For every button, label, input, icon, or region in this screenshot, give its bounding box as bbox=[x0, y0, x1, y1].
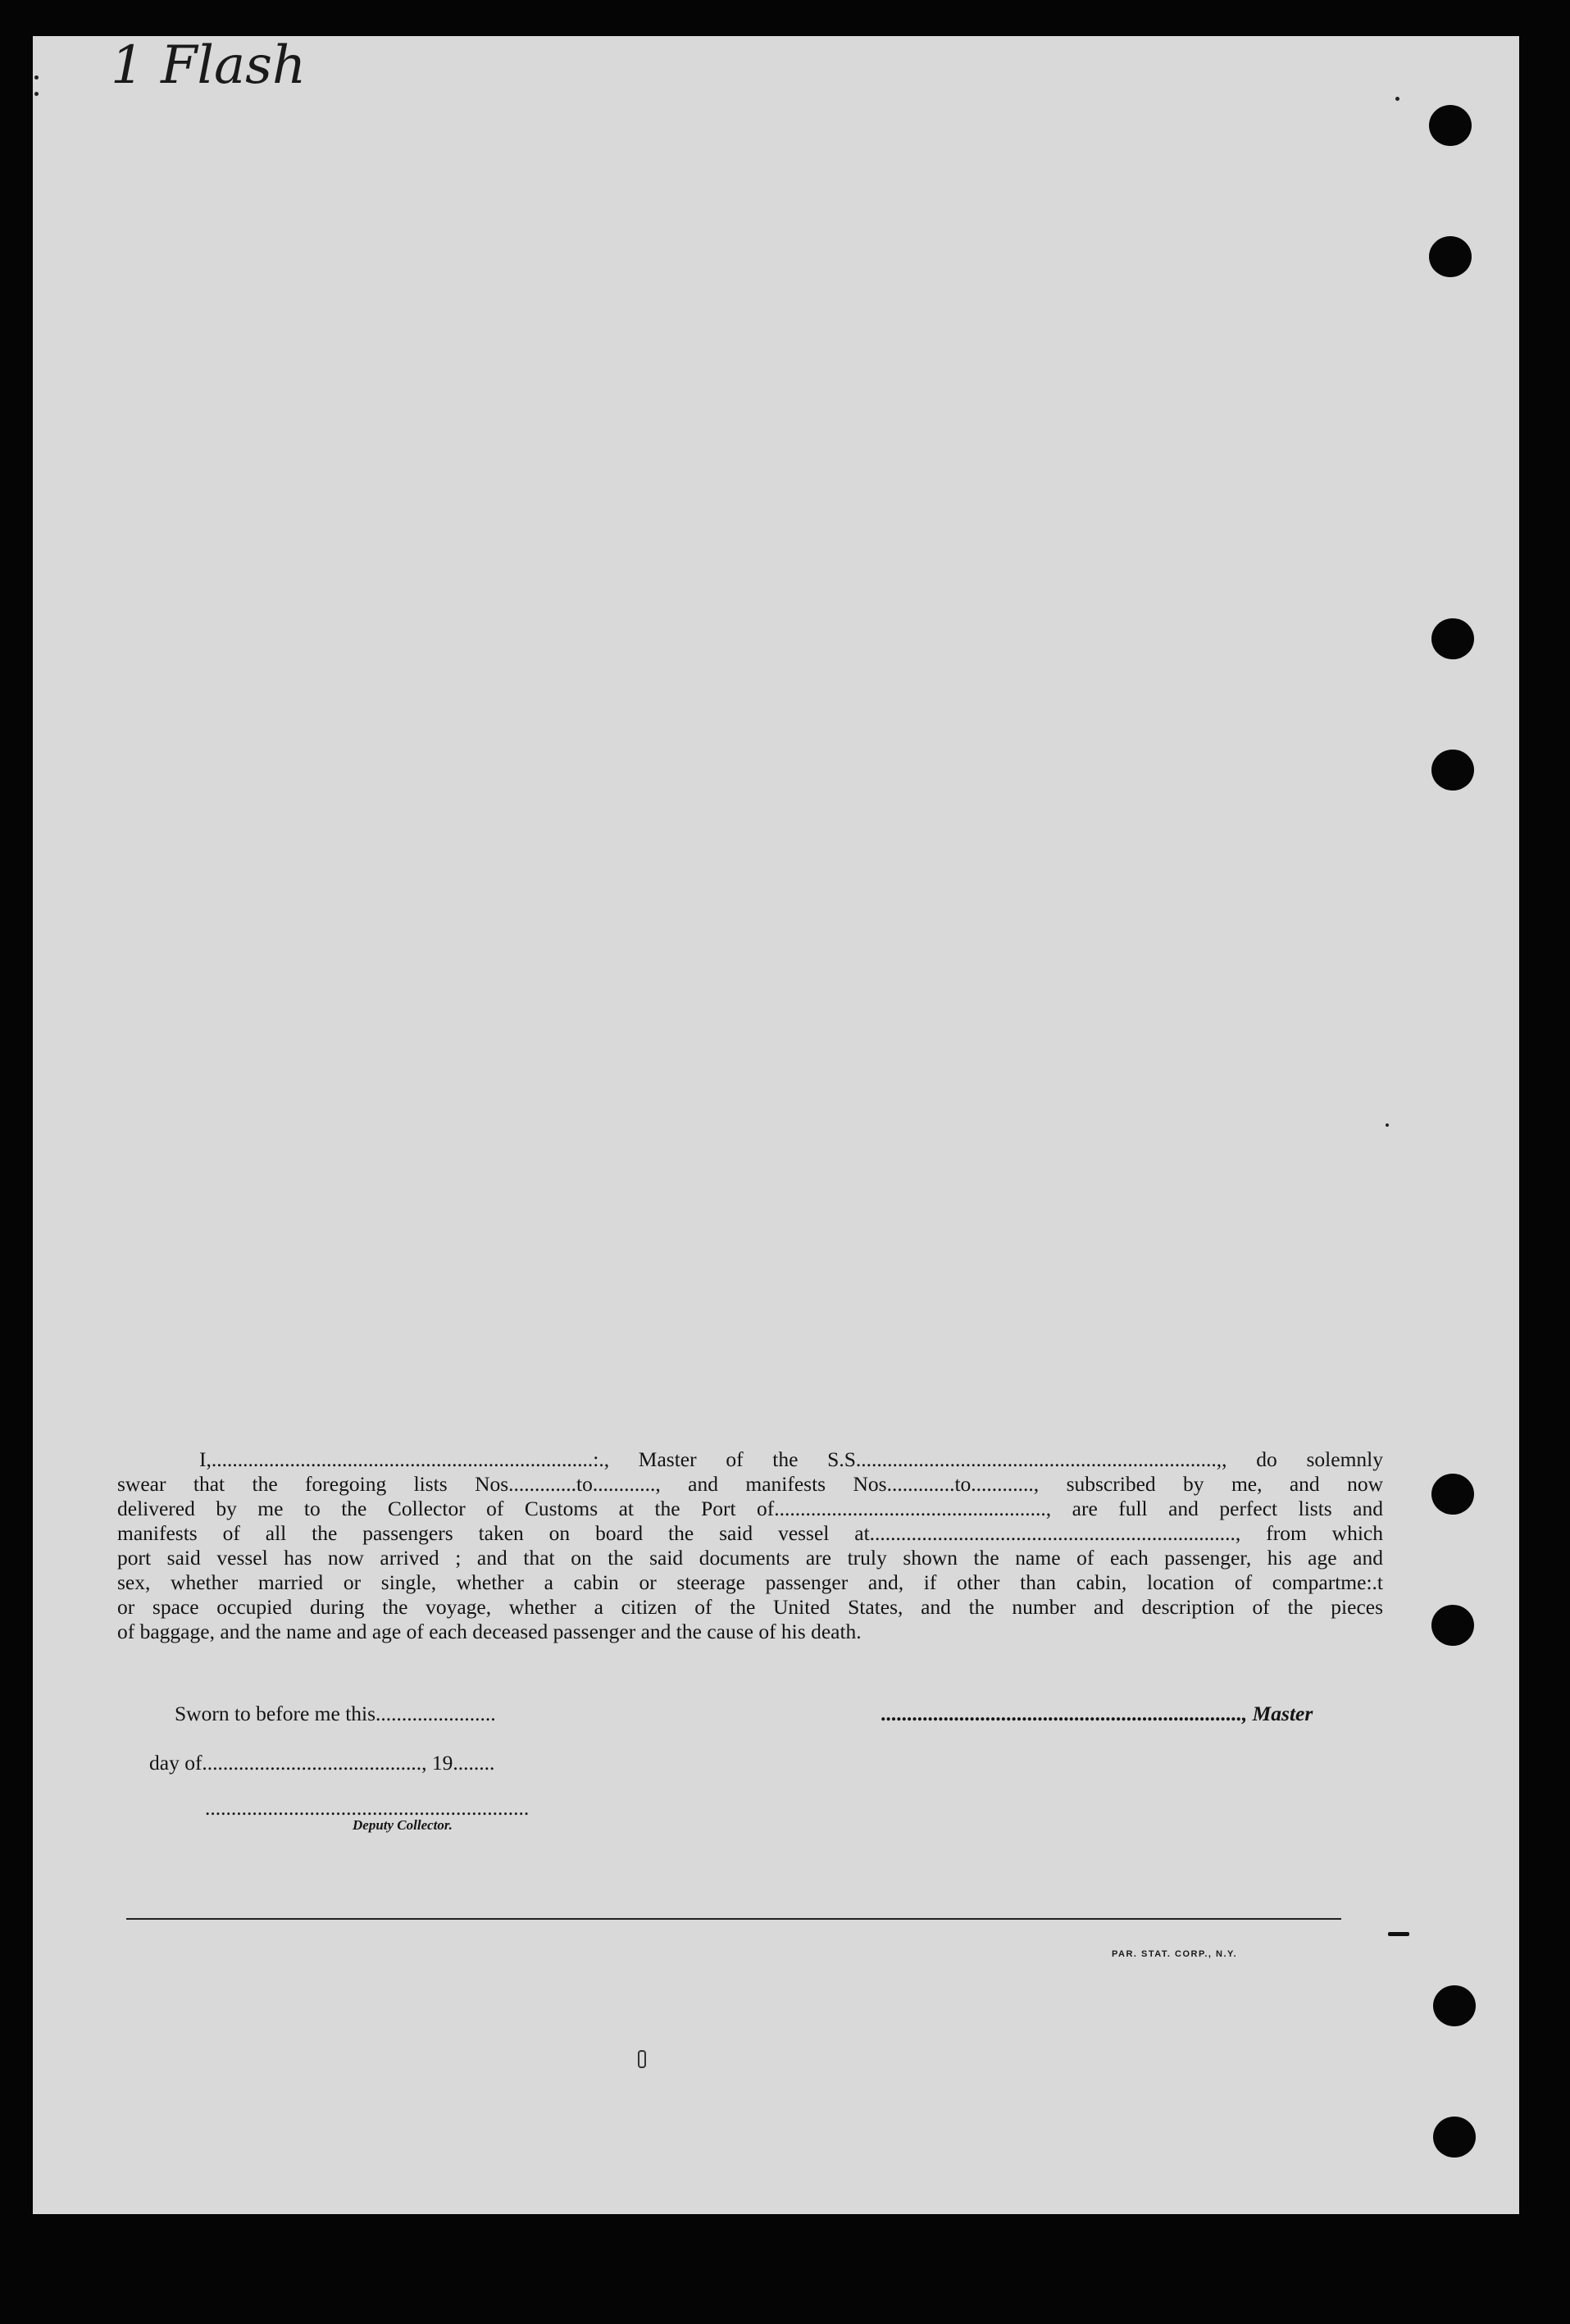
handwritten-annotation: 1 Flash bbox=[111, 35, 307, 96]
sworn-before-line: Sworn to before me this....................... bbox=[175, 1702, 496, 1725]
deputy-collector-label: Deputy Collector. bbox=[353, 1817, 453, 1833]
scan-speck bbox=[34, 75, 39, 80]
manifest-page bbox=[33, 36, 1519, 2214]
scan-speck bbox=[34, 92, 39, 96]
punch-hole bbox=[1431, 1605, 1474, 1646]
oath-line: sex, whether married or single, whether a cabin or steerage passenger and, if other than cabin, location of compartme:.t bbox=[117, 1570, 1383, 1594]
oath-line: or space occupied during the voyage, whether a citizen of the United States, and the number and description of the pieces bbox=[117, 1595, 1383, 1619]
oath-line: swear that the foregoing lists Nos.............to............, and manifests Nos.............to............, subscribed by me, and now bbox=[117, 1472, 1383, 1496]
punch-hole bbox=[1433, 2117, 1476, 2158]
oath-paragraph bbox=[117, 1447, 1383, 1644]
punch-hole bbox=[1431, 1474, 1474, 1515]
margin-tick bbox=[1388, 1932, 1409, 1936]
punch-hole bbox=[1429, 105, 1472, 146]
oath-line: port said vessel has now arrived ; and that on the said documents are truly shown the name of each passenger, his age and bbox=[117, 1546, 1383, 1570]
oath-line: manifests of all the passengers taken on board the said vessel at......................................................................, from which bbox=[117, 1521, 1383, 1545]
scan-speck bbox=[1386, 1123, 1389, 1127]
oath-line: I,.........................................................................:., Master of the S.S.....................................................................,, do solemnly bbox=[199, 1447, 1383, 1471]
punch-hole bbox=[1431, 618, 1474, 659]
printer-imprint: PAR. STAT. CORP., N.Y. bbox=[1112, 1949, 1238, 1959]
scan-speck bbox=[1395, 97, 1399, 101]
punch-hole bbox=[1429, 236, 1472, 277]
scan-speck bbox=[638, 2050, 646, 2068]
footer-rule bbox=[126, 1918, 1341, 1920]
deputy-signature-line: .............................................................. bbox=[205, 1796, 530, 1820]
oath-line: of baggage, and the name and age of each deceased passenger and the cause of his death. bbox=[117, 1620, 862, 1643]
punch-hole bbox=[1433, 1985, 1476, 2026]
punch-hole bbox=[1431, 750, 1474, 791]
oath-line: delivered by me to the Collector of Customs at the Port of...................................................., are full and perfect lists and bbox=[117, 1497, 1383, 1520]
day-of-line: day of.........................................., 19........ bbox=[149, 1751, 495, 1775]
master-signature-line: ....................................................................., Master bbox=[881, 1702, 1313, 1725]
